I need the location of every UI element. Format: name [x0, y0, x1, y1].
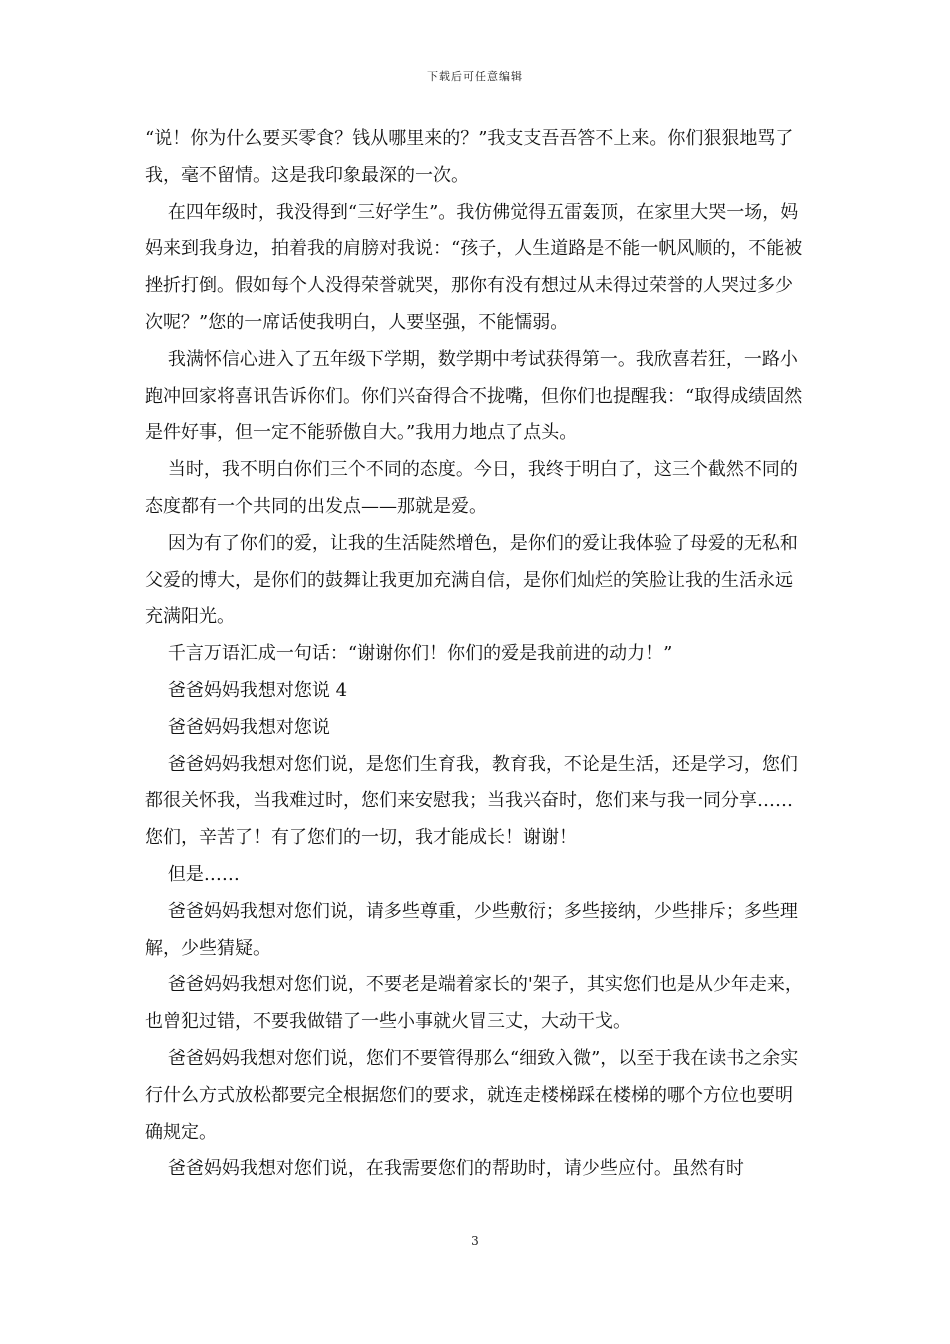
section-title: 爸爸妈妈我想对您说: [145, 716, 330, 738]
paragraph: 爸爸妈妈我想对您们说，在我需要您们的帮助时，请少些应付。虽然有时: [145, 1158, 744, 1180]
paragraph: 爸爸妈妈我想对您们说，请多些尊重，少些敷衍；多些接纳，少些排斥；多些理解，少些猜疑。: [145, 900, 798, 959]
paragraph: 当时，我不明白你们三个不同的态度。今日，我终于明白了，这三个截然不同的态度都有一个共同的出发点——那就是爱。: [145, 459, 798, 517]
page-number: 3: [471, 1234, 479, 1248]
paragraph: 爸爸妈妈我想对您们说，是您们生育我，教育我，不论是生活，还是学习，您们都很关怀我，当我难过时，您们来安慰我；当我兴奋时，您们来与我一同分享……您们，辛苦了！有了您们的一切，我才能成长！谢谢！: [145, 753, 798, 849]
page-header: 下载后可任意编辑: [427, 70, 523, 83]
paragraph: “说！你为什么要买零食？钱从哪里来的？”我支支吾吾答不上来。你们狠狠地骂了我，毫不留情。这是我印象最深的一次。: [145, 128, 794, 186]
paragraph: 爸爸妈妈我想对您们说，您们不要管得那么“细致入微”，以至于我在读书之余实行什么方式放松都要完全根据您们的要求，就连走楼梯踩在楼梯的哪个方位也要明确规定。: [145, 1047, 799, 1143]
document-body: [145, 121, 810, 1188]
paragraph: 在四年级时，我没得到“三好学生”。我仿佛觉得五雷轰顶，在家里大哭一场，妈妈来到我身边，拍着我的肩膀对我说：“孩子，人生道路是不能一帆风顺的，不能被挫折打倒。假如每个人没得荣誉就哭，那你有没有想过从未得过荣誉的人哭过多少次呢？”您的一席话使我明白，人要坚强，不能懦弱。: [145, 201, 803, 333]
paragraph: 爸爸妈妈我想对您们说，不要老是端着家长的'架子，其实您们也是从少年走来，也曾犯过错，不要我做错了一些小事就火冒三丈，大动干戈。: [145, 974, 803, 1033]
paragraph: 我满怀信心进入了五年级下学期，数学期中考试获得第一。我欣喜若狂，一路小跑冲回家将喜讯告诉你们。你们兴奋得合不拢嘴，但你们也提醒我：“取得成绩固然是件好事，但一定不能骄傲自大。”我用力地点了点头。: [145, 348, 803, 444]
paragraph: 千言万语汇成一句话：“谢谢你们！你们的爱是我前进的动力！”: [145, 643, 673, 665]
paragraph: 因为有了你们的爱，让我的生活陡然增色，是你们的爱让我体验了母爱的无私和父爱的博大，是你们的鼓舞让我更加充满自信，是你们灿烂的笑脸让我的生活永远充满阳光。: [145, 532, 798, 628]
paragraph: 但是……: [145, 863, 240, 885]
section-heading: 爸爸妈妈我想对您说 4: [145, 679, 348, 701]
